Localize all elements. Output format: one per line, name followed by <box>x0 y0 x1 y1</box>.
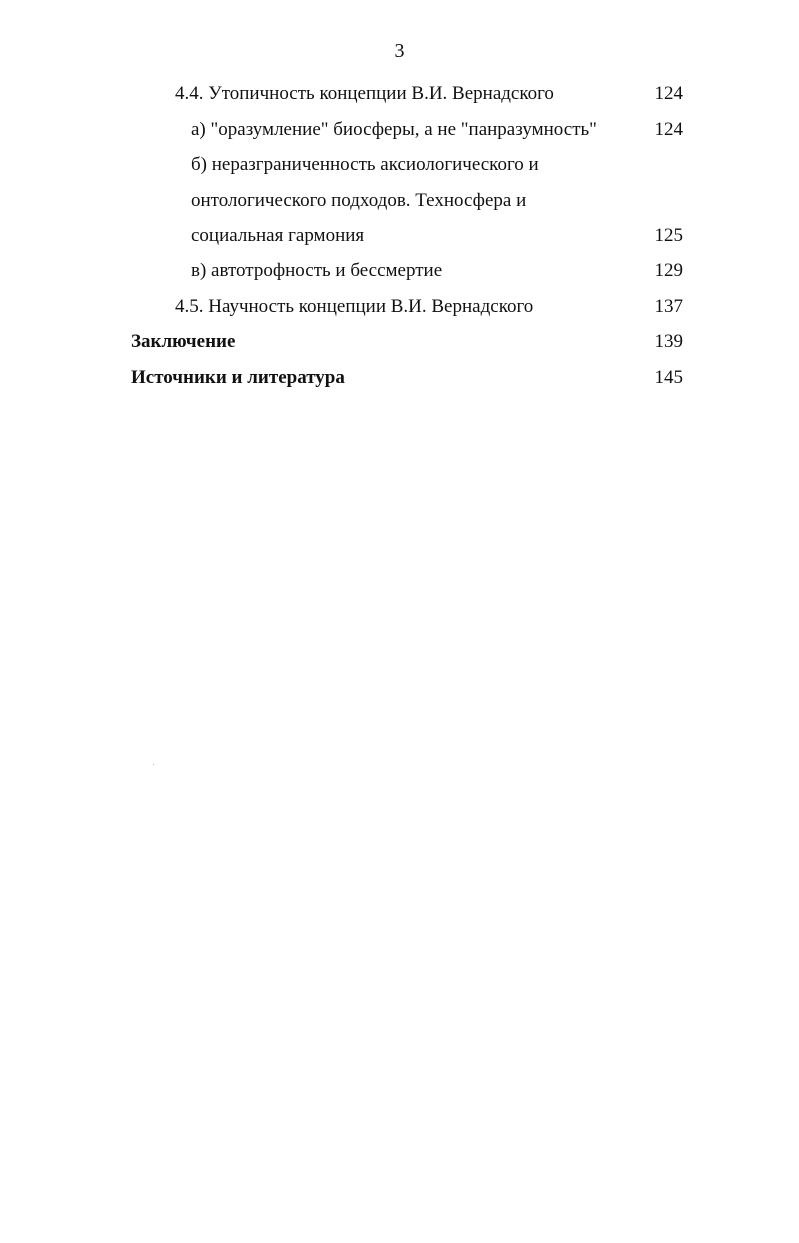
toc-entry-title: в) автотрофность и бессмертие <box>191 260 443 281</box>
toc-entry <box>0 81 799 107</box>
toc-entry-title: а) "оразумление" биосферы, а не "панразумность" <box>191 119 597 140</box>
toc-entry <box>0 329 799 355</box>
toc-entry-title: Источники и литература <box>131 367 345 388</box>
toc-entry <box>0 188 799 214</box>
toc-entry-page: 137 <box>654 296 683 317</box>
toc-entry-title: б) неразграниченность аксиологического и <box>191 154 539 175</box>
toc-entry-title: онтологического подходов. Техносфера и <box>191 190 527 211</box>
toc-entry <box>0 117 799 143</box>
scan-speck <box>153 764 154 765</box>
toc-entry-page: 124 <box>654 83 683 104</box>
toc-entry-title: социальная гармония <box>191 225 365 246</box>
toc-entry <box>0 223 799 249</box>
toc-entry-title: Заключение <box>131 331 236 352</box>
toc-entry <box>0 258 799 284</box>
toc-entry-page: 124 <box>654 119 683 140</box>
toc-entry <box>0 152 799 178</box>
toc-entry-page: 145 <box>654 367 683 388</box>
toc-entry-title: 4.4. Утопичность концепции В.И. Вернадского <box>175 83 554 104</box>
toc-entry-page: 129 <box>654 260 683 281</box>
page-number: 3 <box>394 40 405 62</box>
toc-entry <box>0 365 799 391</box>
toc-entry-page: 125 <box>654 225 683 246</box>
toc-entry-page: 139 <box>654 331 683 352</box>
toc-entry <box>0 294 799 320</box>
toc-entry-title: 4.5. Научность концепции В.И. Вернадского <box>175 296 534 317</box>
